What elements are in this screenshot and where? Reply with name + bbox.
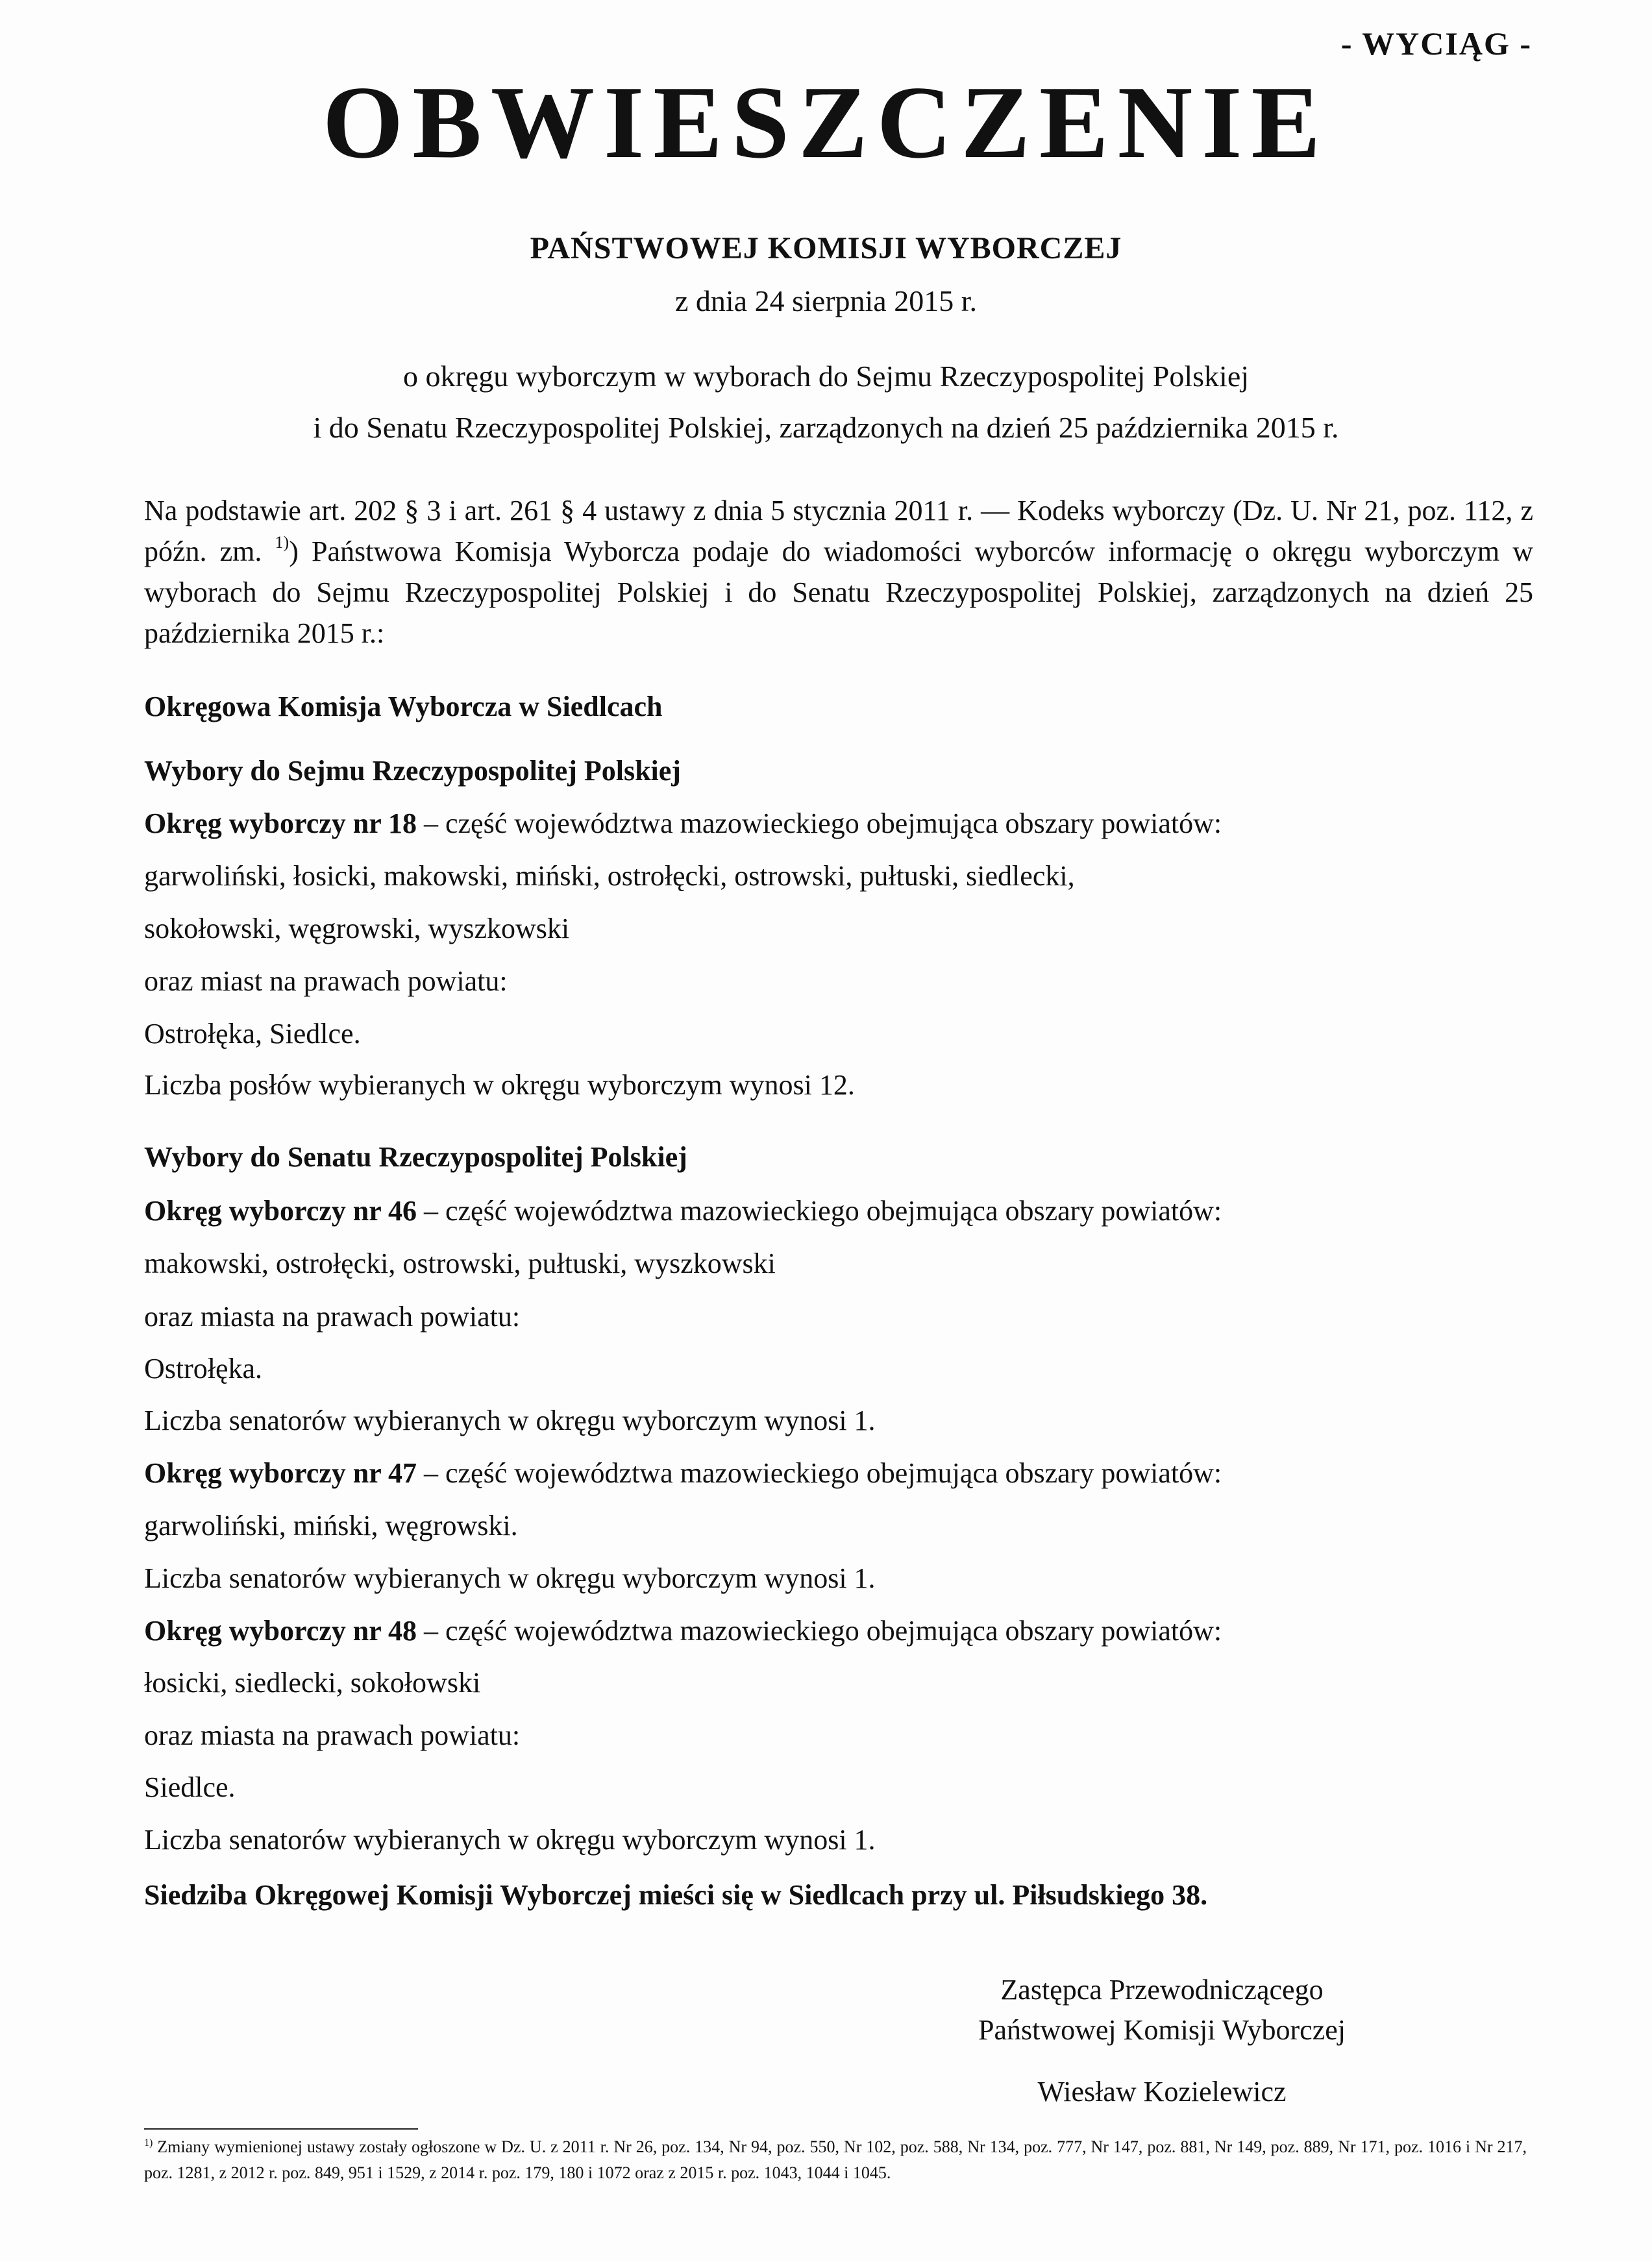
intro-paragraph (144, 490, 1533, 654)
footnote-reference: 1) (275, 533, 290, 552)
footnote-divider (144, 2128, 418, 2130)
issuer-name: PAŃSTWOWEJ KOMISJI WYBORCZEJ (530, 231, 1122, 265)
district-label: Okręg wyborczy nr 46 (144, 1195, 417, 1227)
signature-title-line-2: Państwowej Komisji Wyborczej (978, 2014, 1346, 2046)
d46-cities: Ostrołęka. (144, 1353, 263, 1384)
subject-line-2: i do Senatu Rzeczypospolitej Polskiej, zarządzonych na dzień 25 października 2015 r. (313, 411, 1339, 444)
district-label: Okręg wyborczy nr 48 (144, 1615, 417, 1647)
d47-seat-count: Liczba senatorów wybieranych w okręgu wyborczym wynosi 1. (144, 1562, 876, 1594)
intro-part-2: ) Państwowa Komisja Wyborcza podaje do wiadomości wyborców informację o okręgu wyborczym w wyborach do Sejmu Rzeczypospolitej Polskiej i do Senatu Rzeczypospolitej Polskiej, zarządzonych na dzień 25 października 2015 r.: (144, 535, 1533, 649)
subject-line-1: o okręgu wyborczym w wyborach do Sejmu Rzeczypospolitej Polskiej (402, 360, 1250, 393)
d46-counties: makowski, ostrołęcki, ostrowski, pułtuski, wyszkowski (144, 1248, 776, 1279)
d46-seat-count: Liczba senatorów wybieranych w okręgu wyborczym wynosi 1. (144, 1405, 876, 1436)
d47-counties: garwoliński, miński, węgrowski. (144, 1510, 518, 1542)
sejm-cities: Ostrołęka, Siedlce. (144, 1018, 361, 1050)
district-label: Okręg wyborczy nr 47 (144, 1457, 417, 1489)
signature-title-line-1: Zastępca Przewodniczącego (1000, 1974, 1324, 2006)
extract-stamp: - WYCIĄG - (1340, 25, 1532, 62)
footnote (144, 2134, 1527, 2186)
d48-counties: łosicki, siedlecki, sokołowski (144, 1667, 481, 1699)
district-description: – część województwa mazowieckiego obejmująca obszary powiatów: (417, 1615, 1222, 1647)
document-title: OBWIESZCZENIE (322, 64, 1330, 180)
sejm-district-18 (144, 807, 1222, 840)
d48-cities-label: oraz miasta na prawach powiatu: (144, 1719, 521, 1751)
senat-district-46 (144, 1194, 1222, 1227)
commission-heading: Okręgowa Komisja Wyborcza w Siedlcach (144, 691, 663, 722)
intro-part-1: Na podstawie art. 202 § 3 i art. 261 § 4 ustawy z dnia 5 stycznia 2011 r. — Kodeks wyborczy (Dz. U. Nr 21, poz. 112, z późn. zm. (144, 495, 1533, 567)
district-description: – część województwa mazowieckiego obejmująca obszary powiatów: (417, 1195, 1222, 1227)
district-label: Okręg wyborczy nr 18 (144, 807, 417, 839)
senat-district-48 (144, 1614, 1222, 1647)
senat-district-47 (144, 1457, 1222, 1490)
signatory-name: Wiesław Kozielewicz (1037, 2076, 1287, 2108)
sejm-heading: Wybory do Sejmu Rzeczypospolitej Polskiej (144, 755, 681, 787)
senat-heading: Wybory do Senatu Rzeczypospolitej Polskiej (144, 1141, 687, 1173)
sejm-counties-line-2: sokołowski, węgrowski, wyszkowski (144, 913, 570, 944)
d46-cities-label: oraz miasta na prawach powiatu: (144, 1301, 521, 1333)
district-description: – część województwa mazowieckiego obejmująca obszary powiatów: (417, 807, 1222, 839)
d48-seat-count: Liczba senatorów wybieranych w okręgu wyborczym wynosi 1. (144, 1824, 876, 1856)
d48-cities: Siedlce. (144, 1771, 236, 1803)
commission-seat: Siedziba Okręgowej Komisji Wyborczej mieści się w Siedlcach przy ul. Piłsudskiego 38. (144, 1879, 1208, 1911)
footnote-marker: 1) (144, 2137, 153, 2148)
issue-date: z dnia 24 sierpnia 2015 r. (674, 284, 977, 317)
district-description: – część województwa mazowieckiego obejmująca obszary powiatów: (417, 1457, 1222, 1489)
footnote-text: Zmiany wymienionej ustawy zostały ogłoszone w Dz. U. z 2011 r. Nr 26, poz. 134, Nr 94, poz. 550, Nr 102, poz. 588, Nr 134, poz. 777, Nr 147, poz. 881, Nr 149, poz. 889, Nr 171, poz. 1016 i Nr 217, poz. 1281, z 2012 r. poz. 849, 951 i 1529, z 2014 r. poz. 179, 180 i 1072 oraz z 2015 r. poz. 1043, 1044 i 1045. (144, 2137, 1527, 2182)
sejm-counties-line-1: garwoliński, łosicki, makowski, miński, ostrołęcki, ostrowski, pułtuski, siedlecki, (144, 860, 1075, 892)
sejm-cities-label: oraz miast na prawach powiatu: (144, 965, 508, 997)
sejm-seat-count: Liczba posłów wybieranych w okręgu wyborczym wynosi 12. (144, 1069, 855, 1101)
